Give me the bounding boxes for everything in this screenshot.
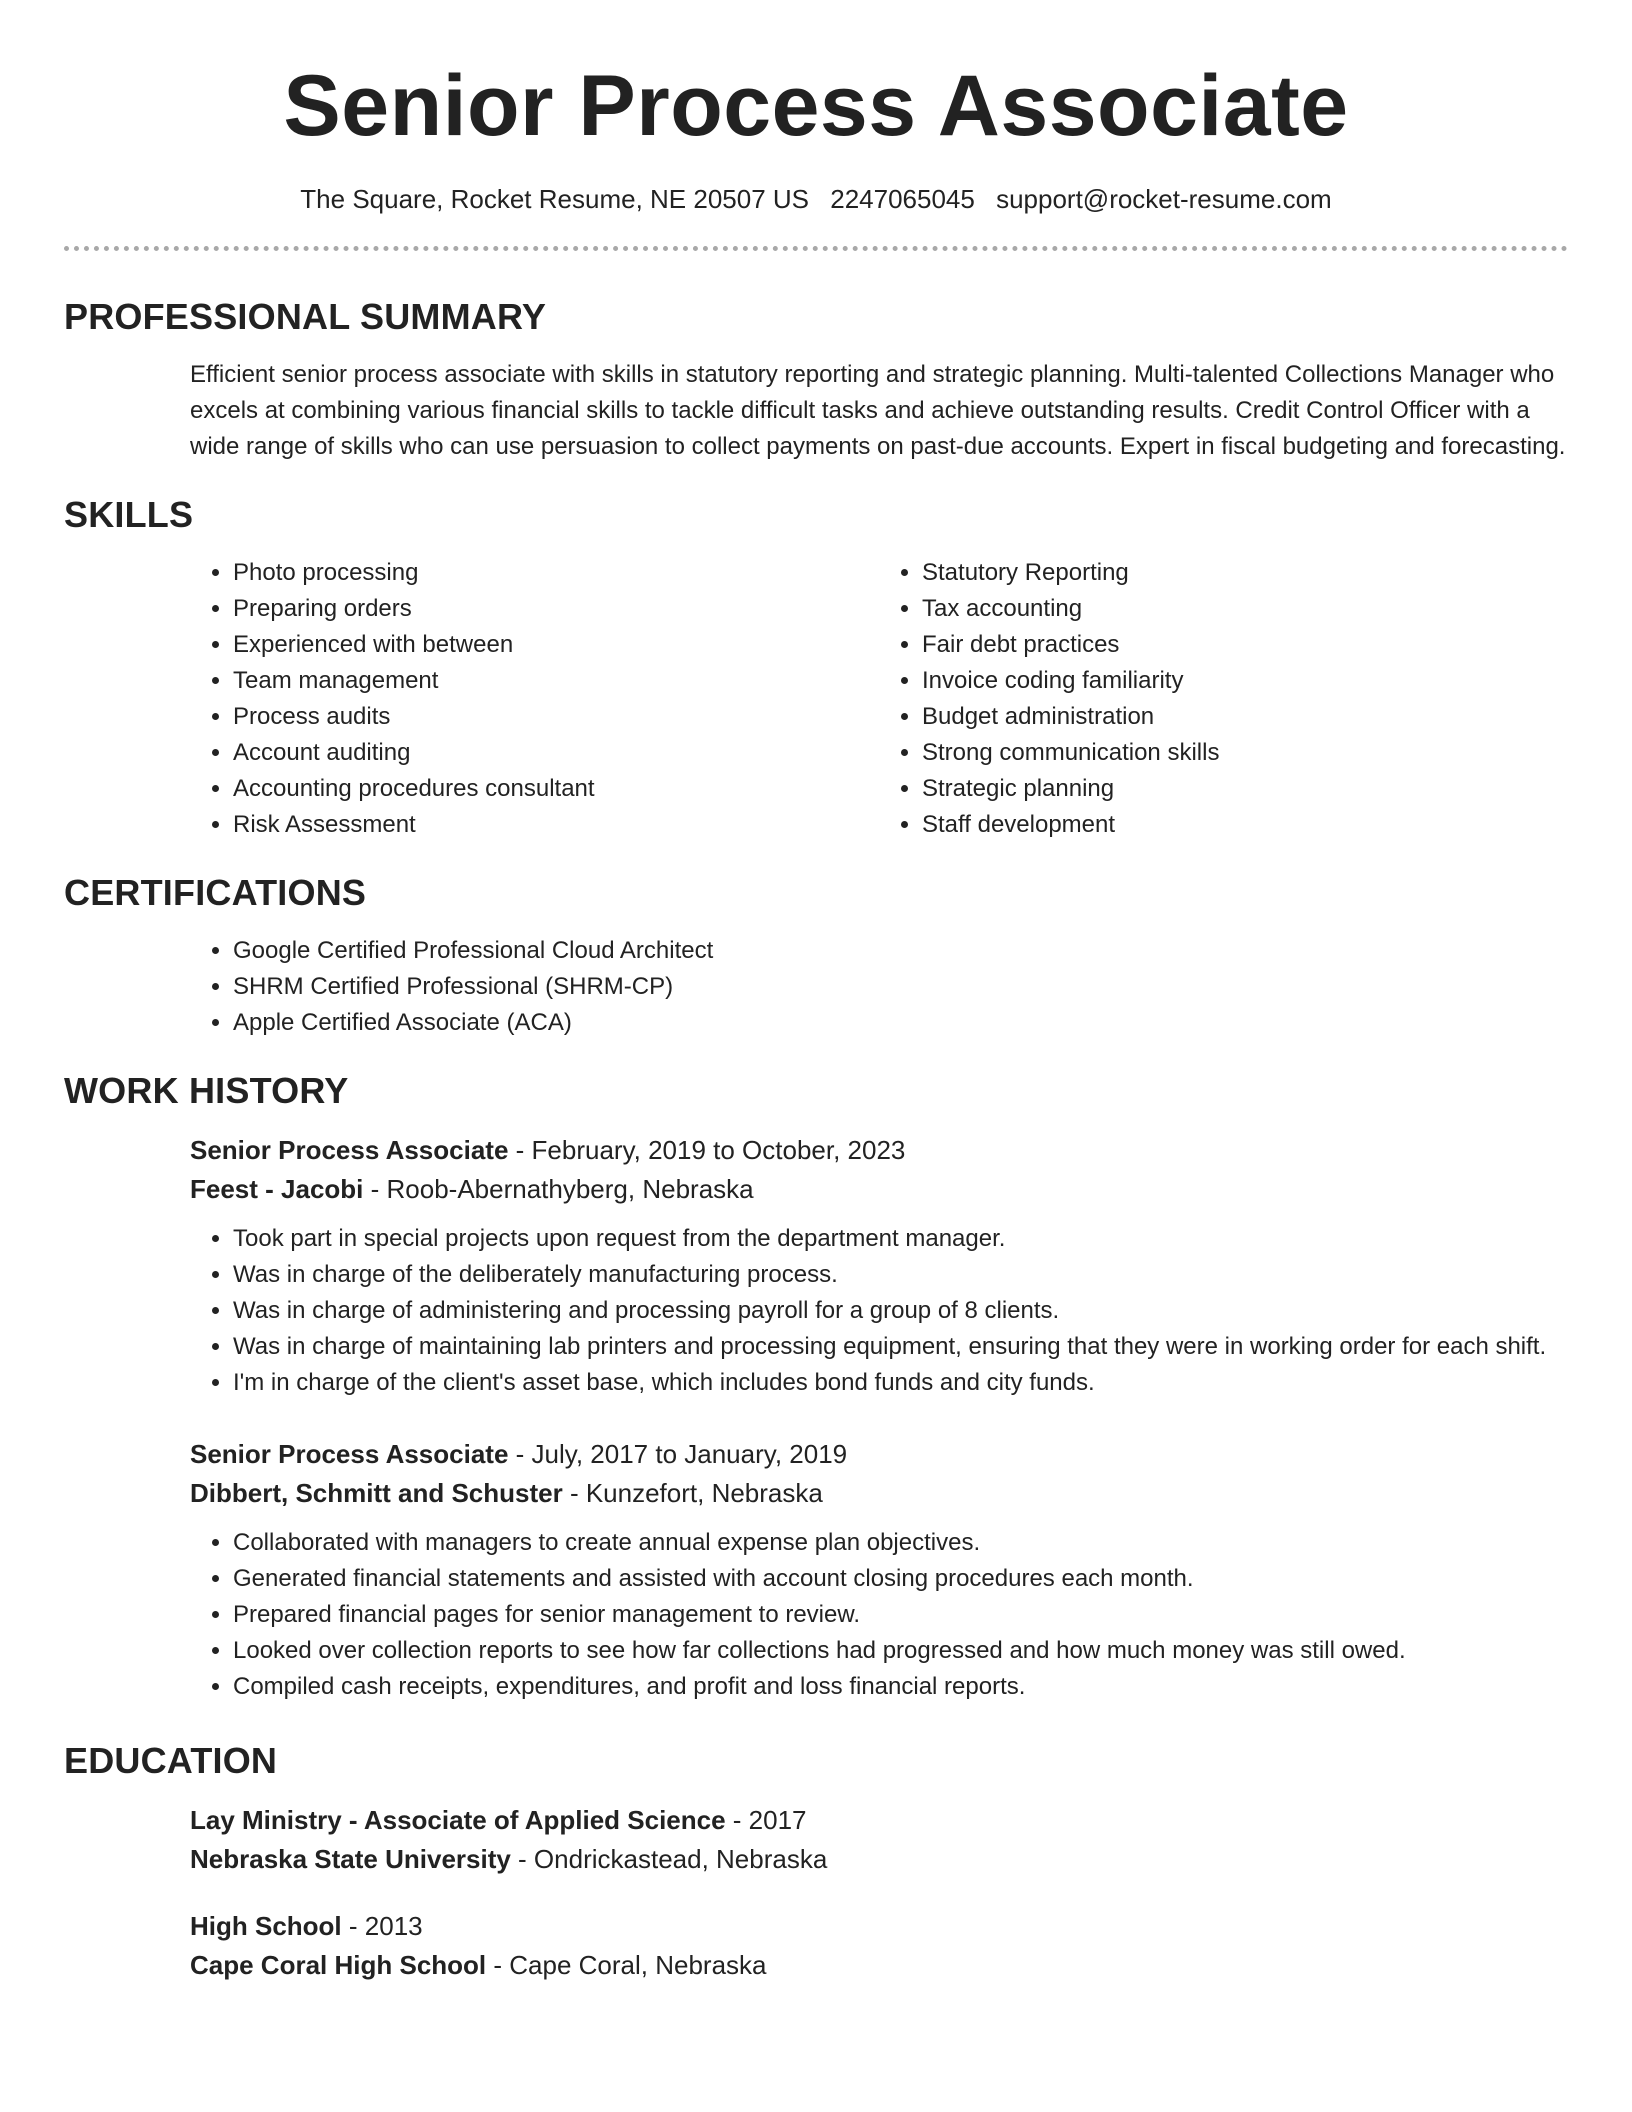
resume-name: Senior Process Associate xyxy=(283,58,1349,154)
certification-item: • SHRM Certified Professional (SHRM-CP) xyxy=(233,969,1568,1005)
skill-item: • Account auditing xyxy=(233,735,879,771)
contact-email: support@rocket-resume.com xyxy=(996,184,1332,214)
skill-item: • Photo processing xyxy=(233,555,879,591)
education-degree: Lay Ministry - Associate of Applied Science xyxy=(190,1805,726,1835)
summary-title: PROFESSIONAL SUMMARY xyxy=(64,296,547,337)
job-dates: - July, 2017 to January, 2019 xyxy=(508,1439,848,1469)
job-bullet: • Prepared financial pages for senior management to review. xyxy=(233,1597,1568,1633)
education-school: Cape Coral High School xyxy=(190,1950,487,1980)
work-history-body xyxy=(190,1131,1568,1705)
certifications-title: CERTIFICATIONS xyxy=(64,872,367,913)
job-company-line xyxy=(190,1170,1568,1209)
skill-item: • Tax accounting xyxy=(922,591,1568,627)
contact-phone: 2247065045 xyxy=(830,184,975,214)
education-body xyxy=(190,1801,1568,1985)
job-company: Dibbert, Schmitt and Schuster xyxy=(190,1478,563,1508)
job-bullet: • Collaborated with managers to create annual expense plan objectives. xyxy=(233,1525,1568,1561)
job-bullets xyxy=(190,1525,1568,1705)
job-bullet: • Was in charge of administering and processing payroll for a group of 8 clients. xyxy=(233,1293,1568,1329)
skill-item: • Experienced with between xyxy=(233,627,879,663)
skills-title: SKILLS xyxy=(64,494,194,535)
job-entry xyxy=(190,1131,1568,1401)
education-section xyxy=(64,1739,1568,1985)
job-bullet: • Compiled cash receipts, expenditures, and profit and loss financial reports. xyxy=(233,1669,1568,1705)
job-entry xyxy=(190,1435,1568,1705)
education-school-line xyxy=(190,1946,1568,1985)
education-location: - Cape Coral, Nebraska xyxy=(486,1950,767,1980)
certifications-body xyxy=(190,933,1568,1041)
education-school-line xyxy=(190,1840,1568,1879)
job-title-line xyxy=(190,1435,1568,1474)
job-role: Senior Process Associate xyxy=(190,1135,509,1165)
certification-item: • Google Certified Professional Cloud Architect xyxy=(233,933,1568,969)
summary-body xyxy=(190,357,1568,465)
skill-item: • Process audits xyxy=(233,699,879,735)
job-bullet: • Was in charge of the deliberately manufacturing process. xyxy=(233,1257,1568,1293)
skill-item: • Strong communication skills xyxy=(922,735,1568,771)
contact-address: The Square, Rocket Resume, NE 20507 US xyxy=(300,184,809,214)
job-company: Feest - Jacobi xyxy=(190,1174,364,1204)
summary-section xyxy=(64,295,1568,465)
work-history-title: WORK HISTORY xyxy=(64,1070,349,1111)
skill-item: • Team management xyxy=(233,663,879,699)
skills-left-list xyxy=(190,555,879,843)
skills-body xyxy=(190,555,1568,843)
skills-right-list xyxy=(879,555,1568,843)
education-school: Nebraska State University xyxy=(190,1844,511,1874)
contact-line xyxy=(64,182,1568,216)
job-bullet: • Looked over collection reports to see how far collections had progressed and how much money was still owed. xyxy=(233,1633,1568,1669)
education-location: - Ondrickastead, Nebraska xyxy=(510,1844,828,1874)
certifications-section xyxy=(64,871,1568,1041)
summary-text: Efficient senior process associate with skills in statutory reporting and strategic planning. Multi-talented Collections Manager who excels at combining various financial skills to tackle difficult tasks and achieve outstanding results. Credit Control Officer with a wide range of skills who can use persuasion to collect payments on past-due accounts. Expert in fiscal budgeting and forecasting. xyxy=(190,361,1566,460)
skill-item: • Budget administration xyxy=(922,699,1568,735)
job-dates: - February, 2019 to October, 2023 xyxy=(508,1135,906,1165)
skill-item: • Invoice coding familiarity xyxy=(922,663,1568,699)
job-location: - Kunzefort, Nebraska xyxy=(562,1478,823,1508)
education-year: - 2017 xyxy=(725,1805,807,1835)
work-history-section xyxy=(64,1069,1568,1705)
job-bullets xyxy=(190,1221,1568,1401)
skill-item: • Accounting procedures consultant xyxy=(233,771,879,807)
job-location: - Roob-Abernathyberg, Nebraska xyxy=(363,1174,754,1204)
skill-item: • Risk Assessment xyxy=(233,807,879,843)
certification-item: • Apple Certified Associate (ACA) xyxy=(233,1005,1568,1041)
skill-item: • Staff development xyxy=(922,807,1568,843)
education-year: - 2013 xyxy=(341,1911,423,1941)
job-bullet: • Took part in special projects upon request from the department manager. xyxy=(233,1221,1568,1257)
job-role: Senior Process Associate xyxy=(190,1439,509,1469)
job-bullet: • I'm in charge of the client's asset base, which includes bond funds and city funds. xyxy=(233,1365,1568,1401)
job-title-line xyxy=(190,1131,1568,1170)
job-bullet: • Was in charge of maintaining lab printers and processing equipment, ensuring that they were in working order for each shift. xyxy=(233,1329,1568,1365)
header-divider xyxy=(64,246,1568,251)
education-entry xyxy=(190,1907,1568,1985)
skill-item: • Strategic planning xyxy=(922,771,1568,807)
skills-section xyxy=(64,493,1568,843)
education-degree-line xyxy=(190,1907,1568,1946)
job-company-line xyxy=(190,1474,1568,1513)
education-title: EDUCATION xyxy=(64,1740,278,1781)
certifications-list xyxy=(190,933,1568,1041)
education-entry xyxy=(190,1801,1568,1879)
education-degree: High School xyxy=(190,1911,342,1941)
education-degree-line xyxy=(190,1801,1568,1840)
skill-item: • Preparing orders xyxy=(233,591,879,627)
skill-item: • Statutory Reporting xyxy=(922,555,1568,591)
job-bullet: • Generated financial statements and assisted with account closing procedures each month. xyxy=(233,1561,1568,1597)
skill-item: • Fair debt practices xyxy=(922,627,1568,663)
